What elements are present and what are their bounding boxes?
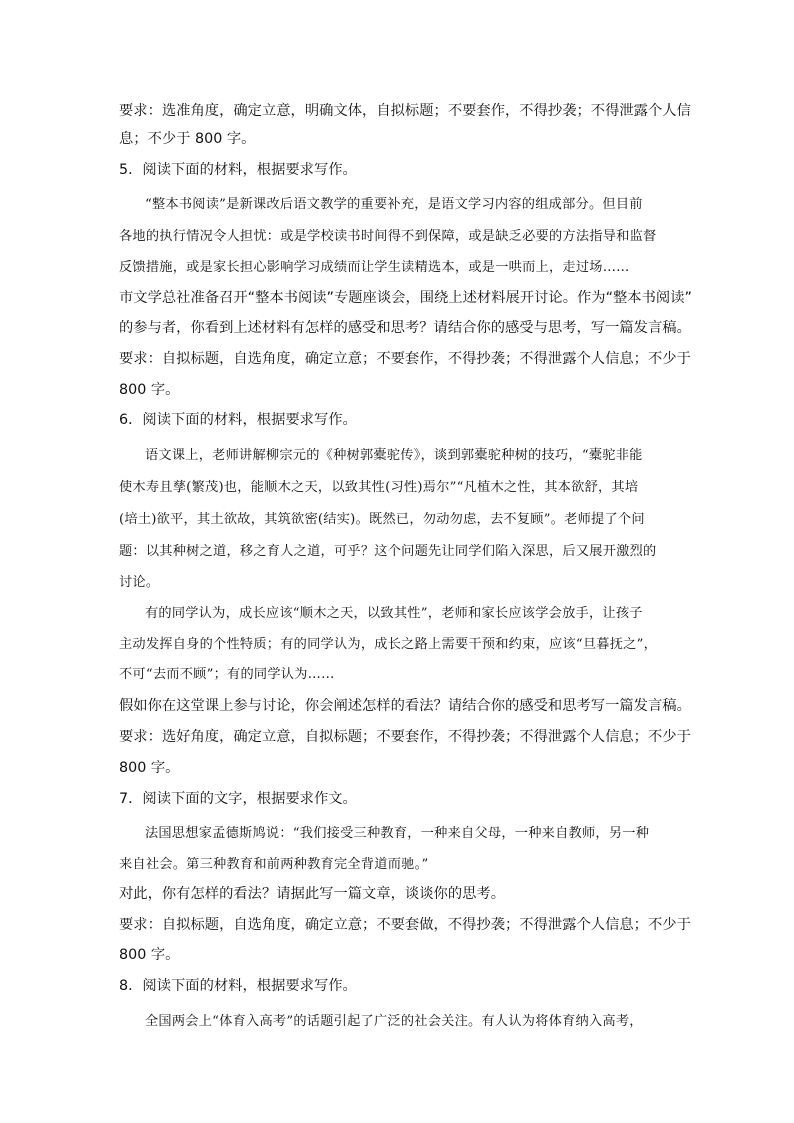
text-line: 市文学总社准备召开“整本书阅读”专题座谈会，围绕上述材料展开讨论。作为“整本书阅读” <box>119 290 692 306</box>
question-heading: 8．阅读下面的材料，根据要求写作。 <box>119 978 357 994</box>
text-line: 800 字。 <box>119 760 180 776</box>
text-line: 要求：选准角度，确定立意，明确文体，自拟标题；不要套作，不得抄袭；不得泄露个人信 <box>119 103 691 119</box>
material-line: 语文课上，老师讲解柳宗元的《种树郭橐驼传》，谈到郭橐驼种树的技巧，“橐驼非能 <box>145 448 643 463</box>
text-line: 要求：自拟标题，自选角度，确定立意；不要套做，不得抄袭；不得泄露个人信息；不少于 <box>119 917 691 933</box>
text-line: 对此，你有怎样的看法？请据此写一篇文章，谈谈你的思考。 <box>119 886 506 902</box>
material-line: “整本书阅读”是新课改后语文教学的重要补充，是语文学习内容的组成部分。但目前 <box>145 197 643 212</box>
material-line: 不可“去而不顾”；有的同学认为…… <box>119 667 335 682</box>
material-line: 主动发挥自身的个性特质；有的同学认为，成长之路上需要干预和约束，应该“旦暮抚之”， <box>119 637 658 652</box>
text-line: 假如你在这堂课上参与讨论，你会阐述怎样的看法？请结合你的感受和思考写一篇发言稿。 <box>119 698 691 714</box>
material-line: 全国两会上“体育入高考”的话题引起了广泛的社会关注。有人认为将体育纳入高考， <box>145 1014 643 1029</box>
material-line: 题：以其种树之道，移之育人之道，可乎？这个问题先让同学们陷入深思，后又展开激烈的 <box>119 544 657 559</box>
text-line: 息；不少于 800 字。 <box>119 131 256 147</box>
text-line: 要求：选好角度，确定立意，自拟标题；不要套作，不得抄袭；不得泄露个人信息；不少于 <box>119 729 691 745</box>
material-line: 使木寿且孳(繁茂)也，能顺木之天，以致其性(习性)焉尔”“凡植木之性，其本欲舒，其培 <box>119 480 639 495</box>
text-line: 800 字。 <box>119 947 180 963</box>
question-heading: 6．阅读下面的材料，根据要求写作。 <box>119 412 357 428</box>
material-line: 各地的执行情况令人担忧：或是学校读书时间得不到保障，或是缺乏必要的方法指导和监督 <box>119 229 657 244</box>
material-line: 讨论。 <box>119 575 160 590</box>
material-line: 有的同学认为，成长应该“顺木之天，以致其性”，老师和家长应该学会放手，让孩子 <box>145 606 643 621</box>
question-heading: 7．阅读下面的文字，根据要求作文。 <box>119 791 357 807</box>
material-line: 反馈措施，或是家长担心影响学习成绩而让学生读精选本，或是一哄而上，走过场…… <box>119 260 630 275</box>
material-line: (培土)欲平，其土欲故，其筑欲密(结实)。既然已，勿动勿虑，去不复顾”。老师提了个问 <box>119 512 645 527</box>
text-line: 800 字。 <box>119 382 180 398</box>
text-line: 要求：自拟标题，自选角度，确定立意；不要套作，不得抄袭；不得泄露个人信息；不少于 <box>119 351 691 367</box>
material-line: 法国思想家孟德斯鸠说：“我们接受三种教育，一种来自父母，一种来自教师，另一种 <box>145 826 650 841</box>
text-line: 的参与者，你看到上述材料有怎样的感受和思考？请结合你的感受与思考，写一篇发言稿。 <box>119 320 691 336</box>
material-line: 来自社会。第三种教育和前两种教育完全背道而驰。” <box>119 857 429 872</box>
question-heading: 5．阅读下面的材料，根据要求写作。 <box>119 162 357 178</box>
